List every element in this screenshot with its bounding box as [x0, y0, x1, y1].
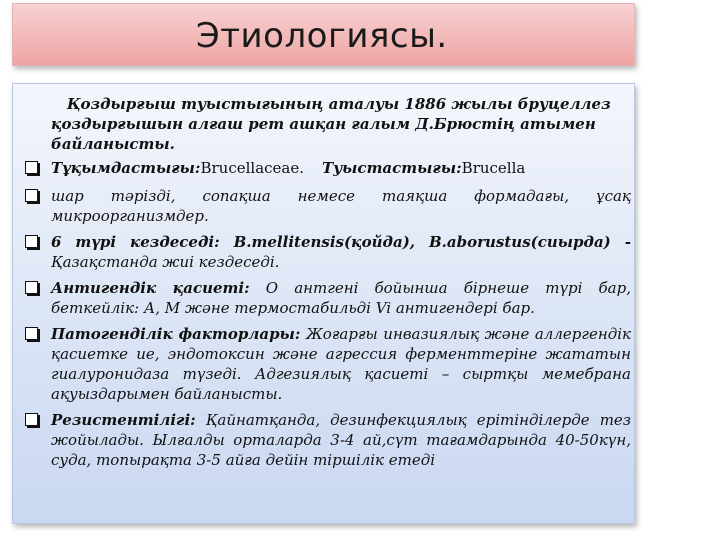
- slide-title: Этиологиясы.: [196, 16, 448, 56]
- list-item-resistance: [51, 410, 631, 470]
- item-text: Brucellaceae.: [200, 159, 305, 177]
- item-label: Тұқымдастығы:: [51, 159, 201, 177]
- checkbox-bullet-icon: [25, 281, 38, 294]
- item-label: Антигендік қасиеті:: [51, 279, 250, 297]
- item-label: 6 түрі кездеседі: B.mellitensis(қойда), B.aborustus(сиырда) -: [51, 233, 631, 251]
- list-item-species: [51, 232, 631, 272]
- item-text: шар тәрізді, сопақша немесе таяқша формадағы, ұсақ микроорганизмдер.: [51, 187, 631, 225]
- item-label-genus: Туыстастығы:: [322, 159, 462, 177]
- content-panel: [12, 83, 635, 524]
- list-item-shape: [51, 186, 631, 226]
- item-text: Қайнатқанда, дезинфекциялық ерітінділерде тез жойылады. Ылғалды орталарда 3-4 ай,сүт тағамдарында 40-50күн, суда, топырақта 3-5 айға дейін тіршілік етеді: [51, 411, 631, 469]
- item-text: О антгені бойынша бірнеше түрі бар, беткейлік: А, М және термостабильді Vi антигендері бар.: [51, 279, 631, 317]
- list-item-antigen: [51, 278, 631, 318]
- item-text: Жоғарғы инвазиялық және аллергендік қасиетке ие, эндотоксин және агрессия ферменттеріне жататын гиалуронидаза түзеді. Адгезиялық қасиеті – сыртқы мемебрана ақуыздарымен байланысты.: [51, 325, 631, 403]
- checkbox-bullet-icon: [25, 161, 38, 174]
- item-text: Қазақстанда жиі кездеседі.: [51, 253, 280, 271]
- intro-paragraph: Қоздырғыш туыстығының аталуы 1886 жылы бруцеллез қоздырғышын алғаш рет ашқан ғалым Д.Брюстің атымен байланысты.: [51, 95, 611, 153]
- checkbox-bullet-icon: [25, 235, 38, 248]
- checkbox-bullet-icon: [25, 413, 38, 426]
- title-banner: [12, 3, 635, 66]
- item-text-genus: Brucella: [461, 159, 526, 177]
- checkbox-bullet-icon: [25, 327, 38, 340]
- item-label: Патогенділік факторлары:: [51, 325, 301, 343]
- item-label: Резистентілігі:: [51, 411, 196, 429]
- list-item-family: [51, 158, 631, 178]
- list-item-pathogenicity: [51, 324, 631, 404]
- checkbox-bullet-icon: [25, 189, 38, 202]
